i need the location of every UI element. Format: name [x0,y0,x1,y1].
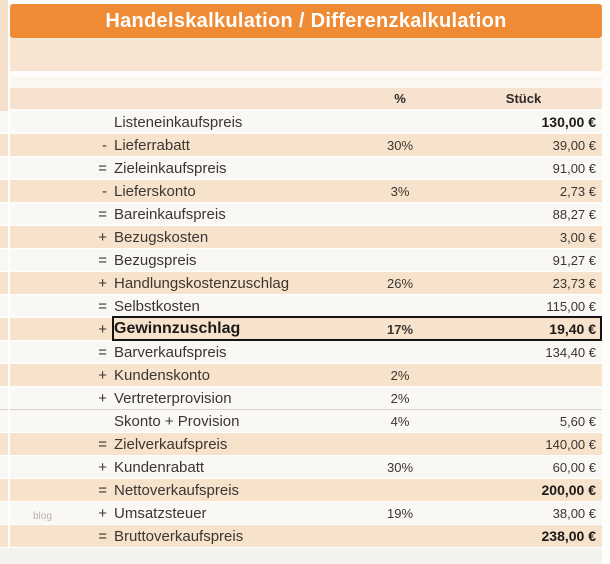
row-label[interactable]: Umsatzsteuer [114,504,207,522]
row-label[interactable]: Lieferrabatt [114,136,190,154]
row-label[interactable]: Bruttoverkaufspreis [114,527,244,545]
watermark: blog [33,511,52,522]
table-row[interactable] [0,318,602,341]
table-row[interactable] [0,203,602,226]
row-value-cell[interactable]: 19,40 € [549,321,596,337]
row-operator: = [98,343,107,361]
row-percent-cell[interactable]: 2% [390,390,410,406]
row-operator: - [102,136,107,154]
page-title: Handelskalkulation / Differenzkalkulation [105,9,507,32]
row-label[interactable]: Bezugskosten [114,228,209,246]
row-label[interactable]: Skonto + Provision [114,412,240,430]
row-value-cell[interactable]: 238,00 € [541,528,596,544]
bottom-margin [0,548,602,564]
left-margin-column [0,0,8,111]
margin-divider-line [8,0,10,548]
row-operator: = [98,297,107,315]
table-row[interactable] [0,134,602,157]
spacer-row [0,77,602,88]
table-row[interactable] [0,364,602,387]
row-value-cell[interactable]: 140,00 € [545,436,596,452]
row-value-cell[interactable]: 60,00 € [552,459,596,475]
row-label[interactable]: Zielverkaufspreis [114,435,228,453]
row-operator: = [98,481,107,499]
row-value-cell[interactable]: 200,00 € [541,482,596,498]
row-operator: + [98,458,107,476]
table-row[interactable] [0,180,602,203]
row-operator: + [98,320,107,338]
table-row[interactable] [0,295,602,318]
row-value-cell[interactable]: 91,00 € [552,160,596,176]
table-row[interactable] [0,226,602,249]
table-row[interactable] [0,502,602,525]
row-label[interactable]: Gewinnzuschlag [114,320,241,337]
row-label[interactable]: Vertreterprovision [114,389,232,407]
row-label[interactable]: Handlungskostenzuschlag [114,274,290,292]
column-header-unit: Stück [505,91,542,106]
table-row[interactable] [0,111,602,134]
row-value-cell[interactable]: 91,27 € [552,252,596,268]
row-operator: = [98,205,107,223]
spacer-row [0,55,602,71]
row-percent-cell[interactable]: 30% [386,459,414,475]
row-label[interactable]: Kundenskonto [114,366,210,384]
table-row[interactable] [0,456,602,479]
row-percent-cell[interactable]: 30% [386,137,414,153]
row-percent-cell[interactable]: 19% [386,505,414,521]
row-label[interactable]: Lieferskonto [114,182,196,200]
row-label[interactable]: Barverkaufspreis [114,343,227,361]
table-row[interactable] [0,157,602,180]
row-label[interactable]: Selbstkosten [114,297,200,315]
row-value-cell[interactable]: 38,00 € [552,505,596,521]
table-row[interactable] [0,410,602,433]
table-body [0,111,602,548]
row-operator: = [98,435,107,453]
row-operator: - [102,182,107,200]
row-percent-cell[interactable]: 26% [386,275,414,291]
spacer-row [0,38,602,55]
table-row[interactable] [0,272,602,295]
row-percent-cell[interactable]: 17% [386,321,414,337]
row-label[interactable]: Nettoverkaufspreis [114,481,240,499]
row-label[interactable]: Listeneinkaufspreis [114,113,243,131]
table-row[interactable] [0,525,602,548]
row-percent-cell[interactable]: 2% [390,367,410,383]
row-operator: = [98,251,107,269]
row-operator: + [98,228,107,246]
row-operator: + [98,504,107,522]
row-label[interactable]: Bareinkaufspreis [114,205,226,223]
row-label[interactable]: Bezugspreis [114,251,197,269]
row-label[interactable]: Kundenrabatt [114,458,205,476]
row-value-cell[interactable]: 134,40 € [545,344,596,360]
table-header-row [0,88,602,111]
table-row[interactable] [0,341,602,364]
row-operator: + [98,389,107,407]
row-value-cell[interactable]: 88,27 € [552,206,596,222]
row-percent-cell[interactable]: 3% [390,183,410,199]
row-value-cell[interactable]: 39,00 € [552,137,596,153]
row-value-cell[interactable]: 23,73 € [552,275,596,291]
row-value-cell[interactable]: 5,60 € [559,413,596,429]
table-row[interactable] [0,479,602,502]
row-value-cell[interactable]: 3,00 € [559,229,596,245]
column-header-percent: % [394,91,406,106]
table-row[interactable] [0,249,602,272]
title-bar [10,4,602,38]
row-label[interactable]: Zieleinkaufspreis [114,159,227,177]
row-value-cell[interactable]: 115,00 € [546,298,596,314]
row-percent-cell[interactable]: 4% [390,413,410,429]
row-operator: + [98,366,107,384]
row-value-cell[interactable]: 2,73 € [559,183,596,199]
row-operator: = [98,527,107,545]
row-operator: + [98,274,107,292]
right-margin [602,0,610,564]
row-value-cell[interactable]: 130,00 € [541,114,596,130]
table-row[interactable] [0,387,602,410]
row-operator: = [98,159,107,177]
table-row[interactable] [0,433,602,456]
